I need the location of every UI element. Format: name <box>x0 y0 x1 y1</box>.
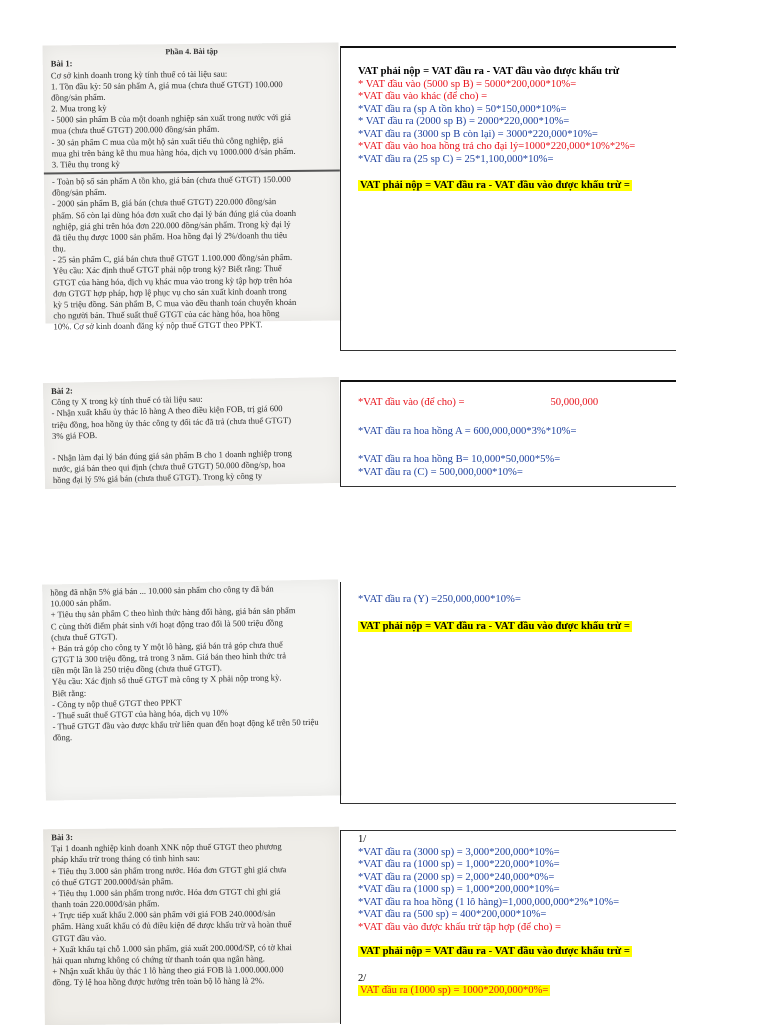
solution-label: *VAT đầu vào (để cho) = <box>358 397 465 408</box>
problem-1-text-bottom: - Toàn bộ số sản phẩm A tồn kho, giá bán (chưa thuế GTGT) 150.000 đồng/sản phẩm. - 2000 sản phẩm B, giá bán (chưa thuế GTGT) 220.000 đồng/sản phẩm. Số còn lại dùng hóa đơn xuất cho đại lý bán đúng giá của doanh nghiệp, giá ghi trên hóa đơn 220.000 đồng/sản phẩm. Trong kỳ đại lý đã tiêu thụ được 1000 sản phẩm. Hoa hồng đại lý 2%/doanh thu tiêu thụ. - 25 sản phẩm C, giá bán chưa thuế GTGT 1.100.000 đồng/sản phẩm. Yêu cầu: Xác định thuế GTGT phải nộp trong kỳ? Biết rằng: Thuế GTGT của hàng hóa, dịch vụ khác mua vào trong kỳ tập hợp trên hóa đơn GTGT hợp pháp, hợp lệ phục vụ cho sản xuất kinh doanh trong kỳ 5 triệu đồng. Sản phẩm B, C mua vào đều thanh toán chuyển khoản cho người bán. Thuế suất thuế GTGT của các hàng hóa, hoa hồng 10%. Cơ sở kinh doanh đăng ký nộp thuế GTGT theo PPKT. <box>51 174 297 332</box>
solution-line: *VAT đầu ra hoa hồng (1 lô hàng)=1,000,000,000*2%*10%= <box>358 896 620 908</box>
problem-3-title: Bài 3: <box>51 832 73 843</box>
solution-line: * VAT đầu vào (5000 sp B) = 5000*200,000*10%= <box>358 78 577 90</box>
problem-2-continued-scan <box>42 579 342 800</box>
problem-1-title: Bài 1: <box>50 58 73 69</box>
problem-3-scan <box>43 827 341 1025</box>
column-divider <box>340 46 341 350</box>
solution-line: *VAT đầu ra (3000 sp B còn lại) = 3000*220,000*10%= <box>358 128 598 140</box>
problem-2-title: Bài 2: <box>50 385 73 396</box>
result-highlight: VAT đầu ra (1000 sp) = 1000*200,000*0%= <box>360 985 549 996</box>
column-divider <box>340 380 341 486</box>
solution-line <box>358 397 678 410</box>
column-divider <box>340 830 341 1024</box>
problem-1-text-top: Cơ sở kinh doanh trong kỳ tính thuế có tài liệu sau: 1. Tồn đầu kỳ: 50 sản phẩm A, giá mua (chưa thuế GTGT) 100.000 đồng/sản phẩm. 2. Mua trong kỳ - 5000 sản phẩm B của một doanh nghiệp sản xuất trong nước với giá mua (chưa thuế GTGT) 200.000 đồng/sản phẩm. - 30 sản phẩm C mua của một hộ sản xuất tiểu thủ công nghiệp, giá mua ghi trên bảng kê thu mua hàng hóa, dịch vụ 1000.000 đ/sản phẩm. 3. Tiêu thụ trong kỳ <box>50 68 296 170</box>
solution-line: *VAT đầu ra (C) = 500,000,000*10%= <box>358 466 523 478</box>
result-highlight: VAT phải nộp = VAT đầu ra - VAT đầu vào được khấu trừ = <box>360 946 630 957</box>
table-rule <box>340 830 676 831</box>
solution-2 <box>358 397 678 479</box>
part-label: 2/ <box>358 972 367 984</box>
solution-line: *VAT đầu ra (1000 sp) = 1,000*220,000*10%= <box>358 859 560 870</box>
result-highlight: VAT phải nộp = VAT đầu ra - VAT đầu vào được khấu trừ = <box>360 620 630 632</box>
solution-line: *VAT đầu ra hoa hồng B= 10,000*50,000*5%= <box>358 454 561 465</box>
solution-line: *VAT đầu ra (sp A tồn kho) = 50*150,000*10%= <box>358 103 567 115</box>
part-label: 1/ <box>358 834 367 845</box>
table-rule <box>340 486 676 487</box>
table-rule <box>340 350 676 351</box>
problem-2-scan <box>43 377 341 489</box>
solution-line: *VAT đầu ra (2000 sp) = 2,000*240,000*0%= <box>358 871 555 883</box>
result-highlight: VAT phải nộp = VAT đầu ra - VAT đầu vào được khấu trừ = <box>360 180 630 191</box>
solution-line: *VAT đầu vào khác (để cho) = <box>358 91 488 102</box>
problem-1-scan <box>43 42 342 332</box>
solution-line: *VAT đầu ra (Y) =250,000,000*10%= <box>358 594 521 605</box>
table-rule <box>340 46 676 48</box>
solution-line: *VAT đầu vào được khấu trừ tập hợp (để cho) = <box>358 921 562 933</box>
solution-line: *VAT đầu ra (500 sp) = 400*200,000*10%= <box>358 909 547 920</box>
solution-line: *VAT đầu ra (25 sp C) = 25*1,100,000*10%= <box>358 153 554 165</box>
solution-line: *VAT đầu ra hoa hồng A = 600,000,000*3%*10%= <box>358 425 577 437</box>
column-divider <box>340 582 341 803</box>
solution-1 <box>358 66 678 193</box>
solution-amount: 50,000,000 <box>550 397 599 408</box>
problem-2-continued-text: hồng đã nhận 5% giá bán ... 10.000 sản phẩm cho công ty đã bán 10.000 sản phẩm. + Tiêu thụ sản phẩm C theo hình thức hàng đổi hàng, giá bán sản phẩm C cùng thời điểm phát sinh với hoạt động trao đổi là 500 triệu đồng (chưa thuế GTGT). + Bán trả góp cho công ty Y một lô hàng, giá bán trả góp chưa thuế GTGT là 300 triệu đồng, trả trong 3 năm. Giá bán theo hình thức trả tiền một lần là 250 triệu đồng (chưa thuế GTGT). Yêu cầu: Xác định số thuế GTGT mà công ty X phải nộp trong kỳ. Biết rằng: - Công ty nộp thuế GTGT theo PPKT - Thuế suất thuế GTGT của hàng hóa, dịch vụ 10% - Thuế GTGT đầu vào được khấu trừ liên quan đến hoạt động kể trên 50 triệu đồng. <box>50 583 319 743</box>
formula-title: VAT phải nộp = VAT đầu ra - VAT đầu vào được khấu trừ <box>358 66 620 77</box>
solution-3 <box>358 834 678 998</box>
section-heading: Phần 4. Bài tập <box>165 46 218 57</box>
table-rule <box>340 380 676 382</box>
solution-line: *VAT đầu ra (1000 sp) = 1,000*200,000*10%= <box>358 884 560 895</box>
solution-2-continued <box>358 594 678 633</box>
problem-2-text: Công ty X trong kỳ tính thuế có tài liệu sau: - Nhận xuất khẩu ủy thác lô hàng A theo điều kiện FOB, trị giá 600 triệu đồng, hoa hồng ủy thác công ty đối tác đã trả (chưa thuế GTGT) 3% giá FOB. - Nhận làm đại lý bán đúng giá sản phẩm B cho 1 doanh nghiệp trong nước, giá bán theo qui định (chưa thuế GTGT) 50.000 đồng/sp, hoa hồng đại lý 5% giá bán (chưa thuế GTGT). Trong kỳ công ty <box>51 393 292 486</box>
table-rule <box>340 803 676 804</box>
solution-line: *VAT đầu ra (3000 sp) = 3,000*200,000*10%= <box>358 846 560 858</box>
solution-line: *VAT đầu vào hoa hồng trả cho đại lý=1000*220,000*10%*2%= <box>358 141 636 152</box>
problem-3-text: Tại 1 doanh nghiệp kinh doanh XNK nộp thuế GTGT theo phương pháp khấu trừ trong tháng có tình hình sau: + Tiêu thụ 3.000 sản phẩm trong nước. Hóa đơn GTGT ghi giá chưa có thuế GTGT 200.000đ/sản phẩm. + Tiêu thụ 1.000 sản phẩm trong nước. Hóa đơn GTGT chỉ ghi giá thanh toán 220.000đ/sản phẩm. + Trực tiếp xuất khẩu 2.000 sản phẩm với giá FOB 240.000đ/sản phẩm. Hàng xuất khẩu có đủ điều kiện để được khấu trừ và hoàn thuế GTGT đầu vào. + Xuất khẩu tại chỗ 1.000 sản phẩm, giá xuất 200.000đ/SP, có tờ khai hải quan nhưng không có chứng từ thanh toán qua ngân hàng. + Nhận xuất khẩu ủy thác 1 lô hàng theo giá FOB là 1.000.000.000 đồng. Tỷ lệ hoa hồng được hưởng trên toàn bộ lô hàng là 2%. <box>51 841 292 988</box>
solution-line: * VAT đầu ra (2000 sp B) = 2000*220,000*10%= <box>358 116 570 127</box>
